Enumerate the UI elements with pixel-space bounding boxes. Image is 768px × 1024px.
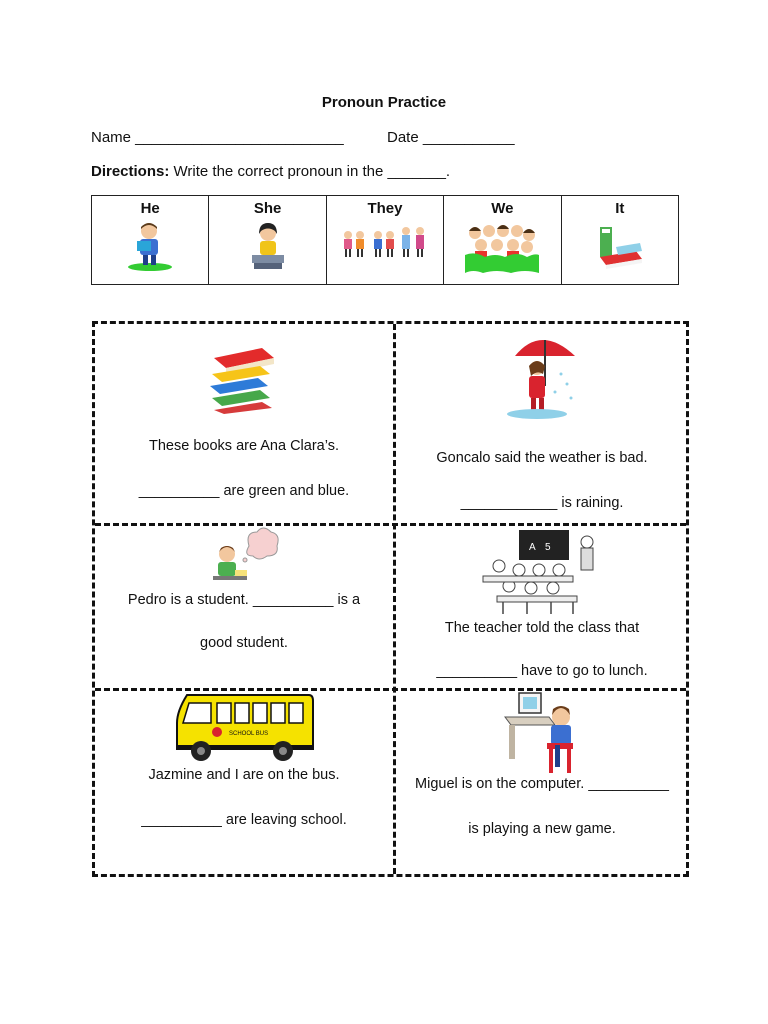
crowd-of-kids-icon [465,221,539,275]
exercise-card [95,524,393,689]
exercise-card [393,324,691,524]
pronoun-they: They [367,200,403,217]
boy-reading-icon [125,221,175,273]
school-bus-icon [173,689,315,767]
exercise-blank-line[interactable]: __________ are leaving school. [141,812,347,828]
exercise-blank-line[interactable]: __________ are green and blue. [138,483,350,499]
exercise-sentence: Jazmine and I are on the bus. [148,767,340,783]
directions-text: Write the correct pronoun in the _______. [169,163,451,180]
worksheet-title: Pronoun Practice [321,94,447,111]
exercise-grid [92,321,689,877]
directions [91,163,450,180]
exercise-blank-line[interactable]: __________ have to go to lunch. [436,663,648,679]
exercise-sentence: These books are Ana Clara’s. [149,438,339,454]
pronoun-word-bank [91,195,679,285]
boy-computer-icon [503,689,579,775]
name-field[interactable]: Name _________________________ [91,129,344,146]
word-bank-they [326,196,443,285]
exercise-sentence: The teacher told the class that [444,620,640,636]
svg-text:5: 5 [545,542,551,553]
exercise-card [393,689,691,874]
pronoun-he: He [140,200,160,217]
exercise-blank-line[interactable]: is playing a new game. [468,821,616,837]
school-bus-sign: SCHOOL BUS [229,731,269,737]
exercise-sentence: Miguel is on the computer. __________ [415,776,669,792]
books-icon [208,344,278,414]
word-bank-he [92,196,209,285]
directions-label: Directions: [91,163,170,180]
group-of-kids-icon [340,221,430,261]
exercise-card [393,524,691,689]
exercise-sentence: Pedro is a student. __________ is a [127,592,361,608]
girl-umbrella-rain-icon [495,326,585,422]
exercise-card [95,689,393,874]
boy-thinking-icon [209,526,281,588]
exercise-card [95,324,393,524]
exercise-sentence: Goncalo said the weather is bad. [436,450,648,466]
stack-of-books-icon [596,221,644,271]
pronoun-it: It [615,200,625,217]
word-bank-it [561,196,678,285]
word-bank-she [209,196,326,285]
date-field[interactable]: Date ___________ [387,129,515,146]
teacher-classroom-icon [479,526,603,616]
word-bank-we [444,196,561,285]
exercise-blank-line[interactable]: ____________ is raining. [460,495,624,511]
girl-at-desk-icon [248,221,288,271]
exercise-blank-line[interactable]: good student. [200,635,288,651]
pronoun-we: We [491,200,514,217]
pronoun-she: She [253,200,282,217]
svg-text:A: A [529,542,536,553]
